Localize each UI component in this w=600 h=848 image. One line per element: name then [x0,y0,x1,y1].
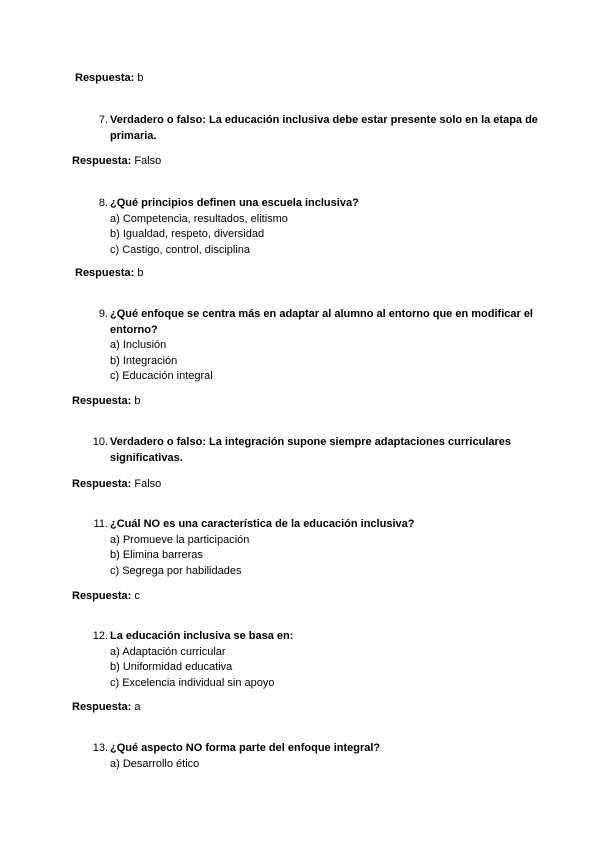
question-number: 11. [93,518,108,530]
option-a: a) Inclusión [110,339,167,351]
option-a: a) Adaptación curricular [110,645,226,658]
options-list [110,533,538,580]
question-number: 9. [98,308,108,320]
answer-11 [72,589,140,603]
question-text: ¿Cuál NO es una característica de la educación inclusiva? [110,518,415,530]
answer-value: b [134,395,141,407]
answer-value: Falso [134,155,162,167]
question-8 [88,196,538,269]
question-text: ¿Qué enfoque se centra más en adaptar al alumno al entorno que en modificar el entorno? [110,308,533,336]
answer-10 [72,477,161,491]
question-number: 13. [92,742,108,754]
question-13 [88,741,538,783]
option-c: c) Segrega por habilidades [110,564,242,577]
question-number: 8. [98,197,108,209]
question-text: ¿Qué principios definen una escuela inclusiva? [110,197,359,209]
question-11 [88,517,538,590]
answer-8 [75,266,143,280]
answer-7 [72,154,161,168]
answer-6 [75,71,143,85]
option-c: c) Excelencia individual sin apoyo [110,676,275,689]
options-list [110,212,538,259]
answer-label: Respuesta: [72,701,132,713]
option-a: a) Promueve la participación [110,533,250,546]
answer-label: Respuesta: [75,72,135,84]
option-b: b) Elimina barreras [110,549,203,561]
option-c: c) Castigo, control, disciplina [110,243,251,256]
option-a: a) Desarrollo ético [110,757,200,770]
answer-value: Falso [134,478,162,490]
answer-label: Respuesta: [72,395,132,407]
question-12 [88,629,538,702]
question-10 [88,435,538,466]
option-b: b) Integración [110,354,178,367]
question-number: 10. [92,436,108,448]
option-c: c) Educación integral [110,370,213,382]
options-list [110,757,538,773]
answer-12 [72,700,140,714]
options-list [110,338,538,385]
question-7 [88,113,538,144]
answer-value: a [134,701,141,713]
question-number: 7. [98,114,108,126]
answer-label: Respuesta: [72,478,132,490]
question-text: La educación inclusiva se basa en: [110,630,294,642]
answer-value: b [137,72,144,84]
options-list [110,645,538,692]
answer-9 [72,394,140,408]
question-9 [88,307,538,396]
answer-value: b [137,267,144,279]
option-b: b) Igualdad, respeto, diversidad [110,228,265,240]
option-b: b) Uniformidad educativa [110,661,233,673]
answer-value: c [134,590,140,602]
question-text: Verdadero o falso: La integración supone siempre adaptaciones curriculares significativas. [110,436,512,464]
answer-label: Respuesta: [72,590,132,602]
question-number: 12. [92,630,108,642]
question-text: Verdadero o falso: La educación inclusiva debe estar presente solo en la etapa de primaria. [110,114,538,142]
answer-label: Respuesta: [75,267,135,279]
question-text: ¿Qué aspecto NO forma parte del enfoque integral? [110,742,381,754]
option-a: a) Competencia, resultados, elitismo [110,212,288,225]
answer-label: Respuesta: [72,155,132,167]
